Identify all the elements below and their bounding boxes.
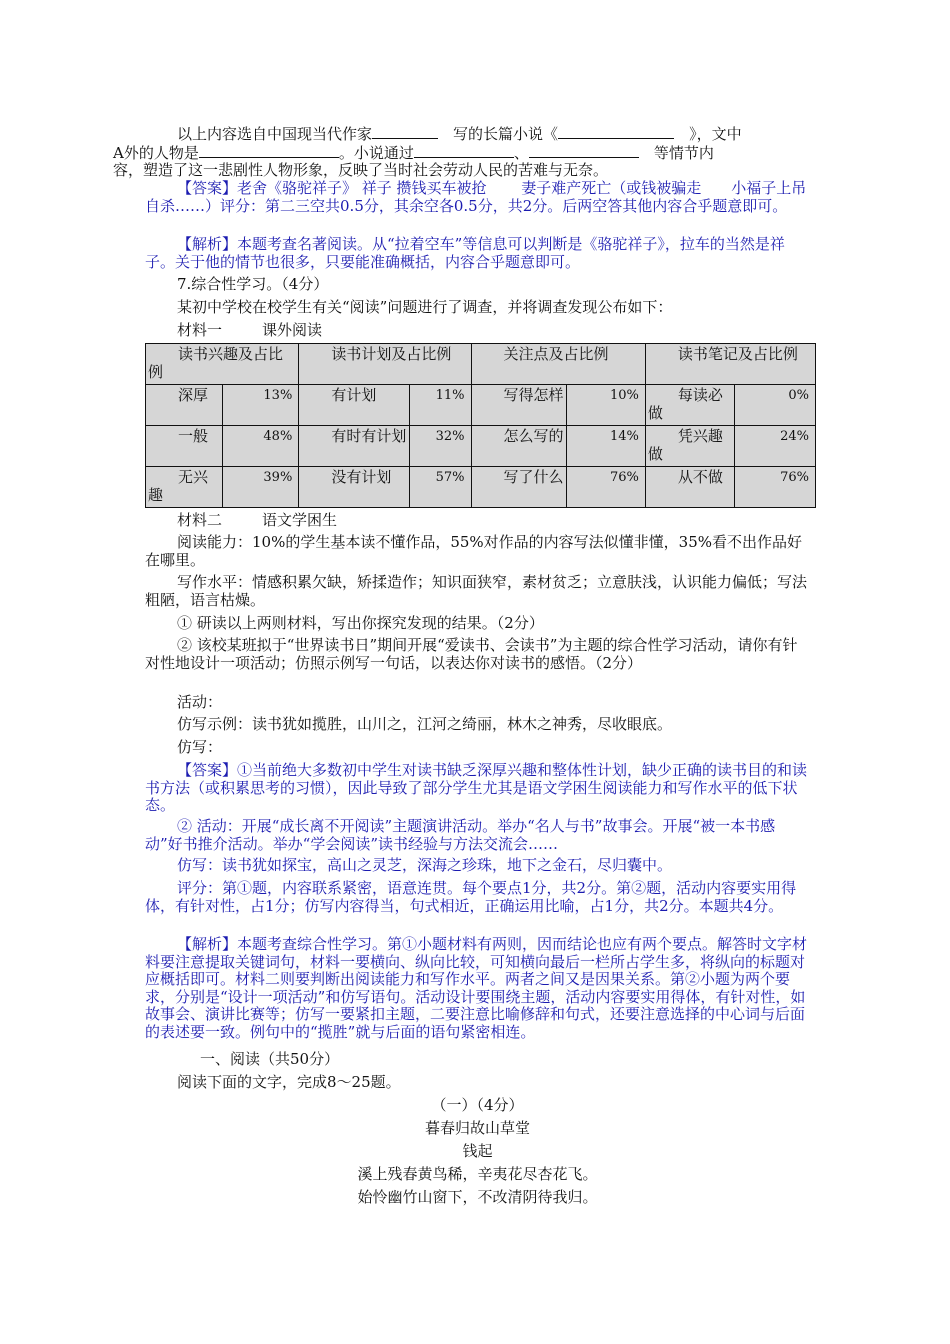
table-cell: 有时有计划 [299,426,409,467]
table-row [146,385,816,426]
table-cell: 14% [567,426,646,467]
table-cell: 13% [222,385,299,426]
table-header-row [146,344,816,385]
q6-text: 写的长篇小说《 [453,125,559,143]
table-cell: 深厚 [146,385,223,426]
material1-title: 课外阅读 [262,321,323,339]
q7-answer-1: 【答案】①当前绝大多数初中学生对读书缺乏深厚兴趣和整体性计划，缺少正确的读书目的和读书方法（或积累思考的习惯），因此导致了部分学生尤其是语文学困生阅读能力和写作水平的低下状态。 [145,761,808,814]
writing-level: 写作水平：情感积累欠缺，矫揉造作；知识面狭窄，素材贫乏；立意肤浅，认识能力偏低；写法粗陋，语言枯燥。 [145,573,808,609]
poem-line: 溪上残春黄鸟稀，辛夷花尽杏花飞。 [357,1165,598,1183]
task-2: ② 该校某班拟于“世界读书日”期间开展“爱读书、会读书”为主题的综合性学习活动，请你有针对性地设计一项活动；仿照示例写一句话，以表达你对读书的感悟。（2分） [145,636,798,672]
part1-label: （一）（4分） [431,1096,524,1114]
table-row [146,426,816,467]
q7-intro: 某初中学校在校学生有关“阅读”问题进行了调查，并将调查发现公布如下： [177,298,673,316]
table-cell: 写了什么 [471,467,567,508]
table-header-cell: 读书兴趣及占比例 [146,344,299,385]
imitation-example: 仿写示例：读书犹如揽胜，山川之，江河之绮丽，林木之神秀，尽收眼底。 [177,715,673,733]
table-cell: 怎么写的 [471,426,567,467]
table-row [146,467,816,508]
material2-heading [145,512,810,530]
q6-answer: 【答案】老舍《骆驼祥子》 祥子 攒钱买车被抢 妻子难产死亡（或钱被骗走 小福子上吊自杀……）评分：第二三空共0.5分，其余空各0.5分，共2分。后两空答其他内容合乎题意即可。 [145,179,807,215]
material1-heading [145,322,810,340]
table-cell: 无兴趣 [146,467,223,508]
q6-text: 》，文中 [689,125,742,143]
survey-table [145,343,816,508]
table-cell: 有计划 [299,385,409,426]
imitation-label: 仿写： [177,738,223,756]
table-cell: 32% [409,426,471,467]
material1-label: 材料一 [177,321,223,339]
table-cell: 没有计划 [299,467,409,508]
table-cell: 48% [222,426,299,467]
q6-text: 容，塑造了这一悲剧性人物形象，反映了当时社会劳动人民的苦难与无奈。 [113,161,609,179]
section-heading: 一、阅读（共50分） [200,1050,340,1068]
blank-author [372,125,438,139]
poem-title: 暮春归故山草堂 [424,1119,530,1137]
blank-plot-1 [414,144,514,158]
table-cell: 24% [735,426,816,467]
table-cell: 10% [567,385,646,426]
blank-plot-2 [529,144,639,158]
material2-title: 语文学困生 [262,511,338,529]
q6-text: A外的人物是 [113,143,199,162]
table-cell: 76% [567,467,646,508]
table-cell: 11% [409,385,471,426]
q6-text: 。小说通过 [338,143,414,162]
table-header-cell: 读书笔记及占比例 [645,344,815,385]
q6-question [113,125,810,180]
q6-analysis: 【解析】本题考查名著阅读。从“拉着空车”等信息可以判断是《骆驼祥子》，拉车的当然是祥子。关于他的情节也很多，只要能准确概括，内容合乎题意即可。 [145,235,785,271]
table-cell: 从不做 [645,467,734,508]
material2-label: 材料二 [177,511,223,529]
q7-analysis: 【解析】本题考查综合性学习。第①小题材料有两则，因而结论也应有两个要点。解答时文字材料要注意提取关键词句，材料一要横向、纵向比较，可知横向最后一栏所占学生多，将纵向的标题对应概括即可。材料二则要判断出阅读能力和写作水平。两者之间又是因果关系。第②小题为两个要求，分别是“设计一项活动”和仿写语句。活动设计要围绕主题，活动内容要实用得体，有针对性，如故事会、演讲比赛等；仿写一要紧扣主题，二要注意比喻修辞和句式，还要注意选择的中心词与后面的表述要一致。例句中的“揽胜”就与后面的语句紧密相连。 [145,935,808,1041]
q6-text: 以上内容选自中国现当代作家 [177,125,373,143]
task-1: ① 研读以上两则材料，写出你探究发现的结果。（2分） [177,614,544,632]
q7-answer-2: ② 活动：开展“成长离不开阅读”主题演讲活动。举办“名人与书”故事会。开展“被一本书感动”好书推介活动。举办“学会阅读”读书经验与方法交流会…… [145,817,776,853]
poem-line: 始怜幽竹山窗下，不改清阴待我归。 [357,1188,598,1206]
poem-author: 钱起 [462,1142,493,1160]
activity-label: 活动： [177,693,223,711]
table-cell: 凭兴趣做 [645,426,734,467]
q7-answer-3: 仿写：读书犹如探宝，高山之灵芝，深海之珍珠，地下之金石，尽归囊中。 [177,856,673,874]
q7-title: 7.综合性学习。（4分） [177,275,329,293]
table-cell: 0% [735,385,816,426]
q6-text: 等情节内 [653,143,714,162]
table-cell: 每读必做 [645,385,734,426]
q6-text: 、 [513,143,529,162]
q7-scoring: 评分：第①题，内容联系紧密，语意连贯。每个要点1分，共2分。第②题，活动内容要实用得体，有针对性，占1分；仿写内容得当，句式相近，正确运用比喻，占1分，共2分。本题共4分。 [145,879,797,915]
reading-instruction: 阅读下面的文字，完成8～25题。 [177,1073,401,1091]
table-cell: 写得怎样 [471,385,567,426]
reading-ability: 阅读能力：10%的学生基本读不懂作品，55%对作品的内容写法似懂非懂，35%看不出作品好在哪里。 [145,533,803,569]
table-header-cell: 关注点及占比例 [471,344,645,385]
table-cell: 一般 [146,426,223,467]
table-cell: 76% [735,467,816,508]
table-cell: 39% [222,467,299,508]
table-cell: 57% [409,467,471,508]
table-header-cell: 读书计划及占比例 [299,344,471,385]
blank-character [199,144,339,158]
blank-novel [558,125,674,139]
